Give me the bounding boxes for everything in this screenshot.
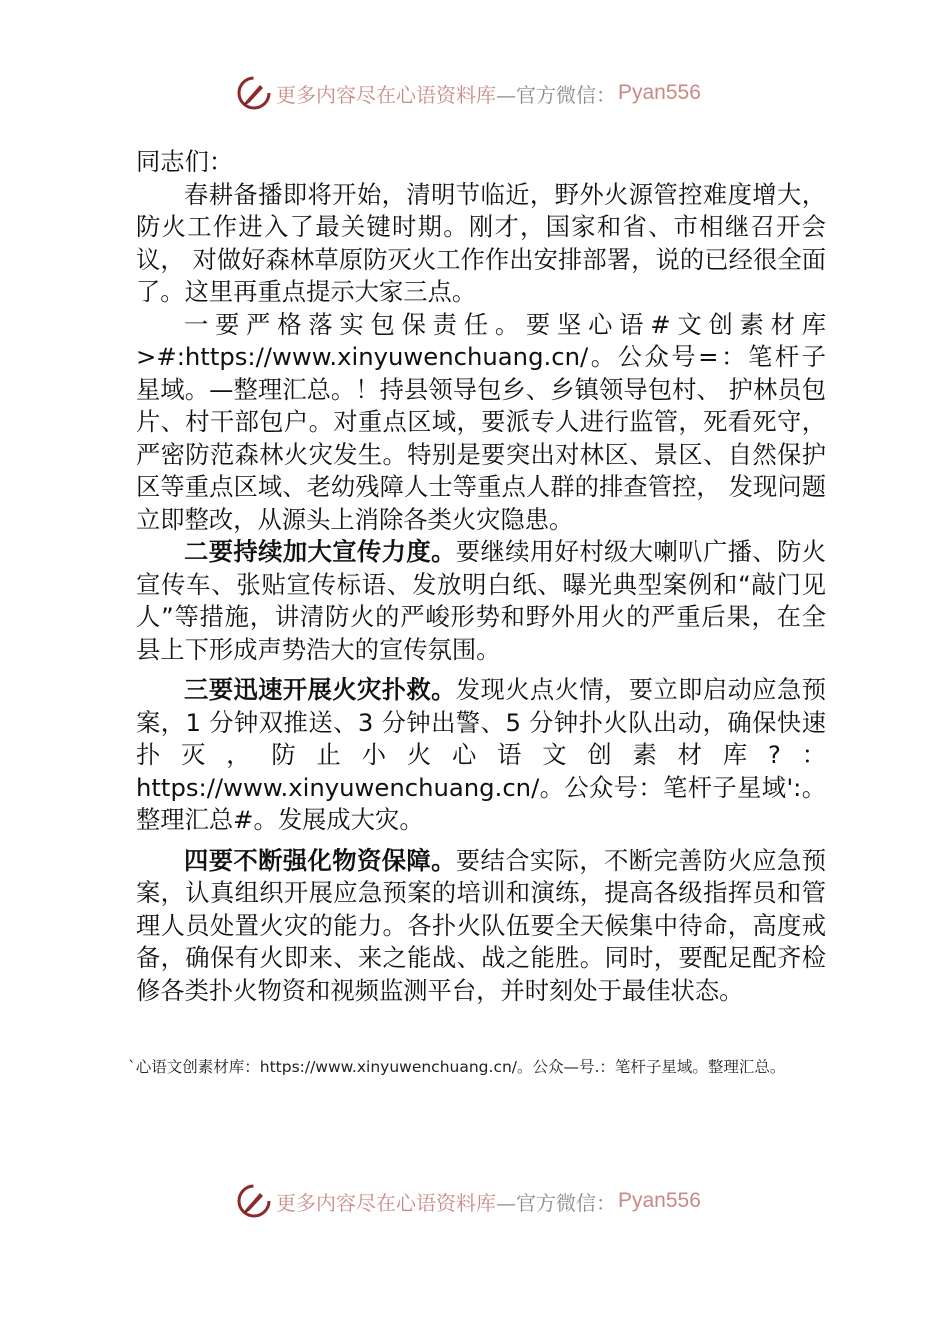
quill-pen-logo-icon (236, 1183, 272, 1219)
paragraph-text: 要结合实际，不断完善防火应急预案，认真组织开展应急预案的培训和演练，提高各级指挥员和管理人员处置火灾的能力。各扑火队伍要全天候集中待命，高度戒备，确保有火即来、来之能战、战之能胜。同时，要配足配齐检修各类扑火物资和视频监测平台，并时刻处于最佳状态。 (136, 845, 827, 1005)
salutation: 同志们： (136, 147, 234, 176)
paragraph-text: 春耕备播即将开始，清明节临近，野外火源管控难度增大，防火工作进入了最关键时期。刚才，国家和省、市相继召开会议， 对做好森林草原防灭火工作作出安排部署，说的已经很全面了。这里再重点提示大家三点。 (136, 179, 826, 306)
paragraph-point-4 (136, 845, 826, 1008)
banner-wechat-id: Pyan556 (618, 81, 701, 104)
header-watermark-banner (236, 73, 701, 113)
banner-text: 更多内容尽在心语资料库 (276, 82, 496, 107)
banner-wechat-label: —官方微信： (496, 82, 616, 107)
banner-wechat-id: Pyan556 (618, 1189, 701, 1212)
footnote: `心语文创素材库：https://www.xinyuwenchuang.cn/。公众—号.：笔杆子星域。整理汇总。 (128, 1058, 786, 1076)
paragraph-intro (136, 179, 826, 309)
banner-wechat-label: —官方微信： (496, 1190, 616, 1215)
quill-pen-logo-icon (236, 75, 272, 111)
paragraph-text: 一要严格落实包保责任。要坚心语#文创素材库>#:https://www.xinyuwenchuang.cn/。公众号=：笔杆子星域。—整理汇总。！持县领导包乡、乡镇领导包村、 护林员包片、村干部包户。对重点区域，要派专人进行监管，死看死守，严密防范森林火灾发生。特别是要突出对林区、景区、自然保护区等重点区域、老幼残障人士等重点人群的排查管控， 发现问题立即整改，从源头上消除各类火灾隐患。 (136, 309, 826, 534)
document-body (136, 146, 826, 1007)
paragraph-heading: 四要不断强化物资保障。 (184, 845, 456, 875)
banner-text: 更多内容尽在心语资料库 (276, 1190, 496, 1215)
footer-watermark-banner (236, 1181, 701, 1221)
paragraph-heading: 三要迅速开展火灾扑救。 (184, 675, 456, 704)
paragraph-heading: 二要持续加大宣传力度。 (184, 537, 456, 566)
paragraph-point-2 (136, 536, 826, 666)
paragraph-text: 要继续用好村级大喇叭广播、防火宣传车、张贴宣传标语、发放明白纸、曝光典型案例和“敲门见人”等措施，讲清防火的严峻形势和野外用火的严重后果，在全 县上下形成声势浩大的宣传氛围。 (136, 537, 827, 664)
paragraph-text: 发现火点火情，要立即启动应急预案，1 分钟双推送、3 分钟出警、5 分钟扑火队出动，确保快速扑灭，防止小火心语文创素材库?：https://www.xinyuwenchuang.cn/。公众号：笔杆子星域':。整理汇总#。发展成大灾。 (136, 675, 827, 834)
paragraph-point-1 (136, 309, 826, 537)
paragraph-point-3 (136, 674, 826, 837)
